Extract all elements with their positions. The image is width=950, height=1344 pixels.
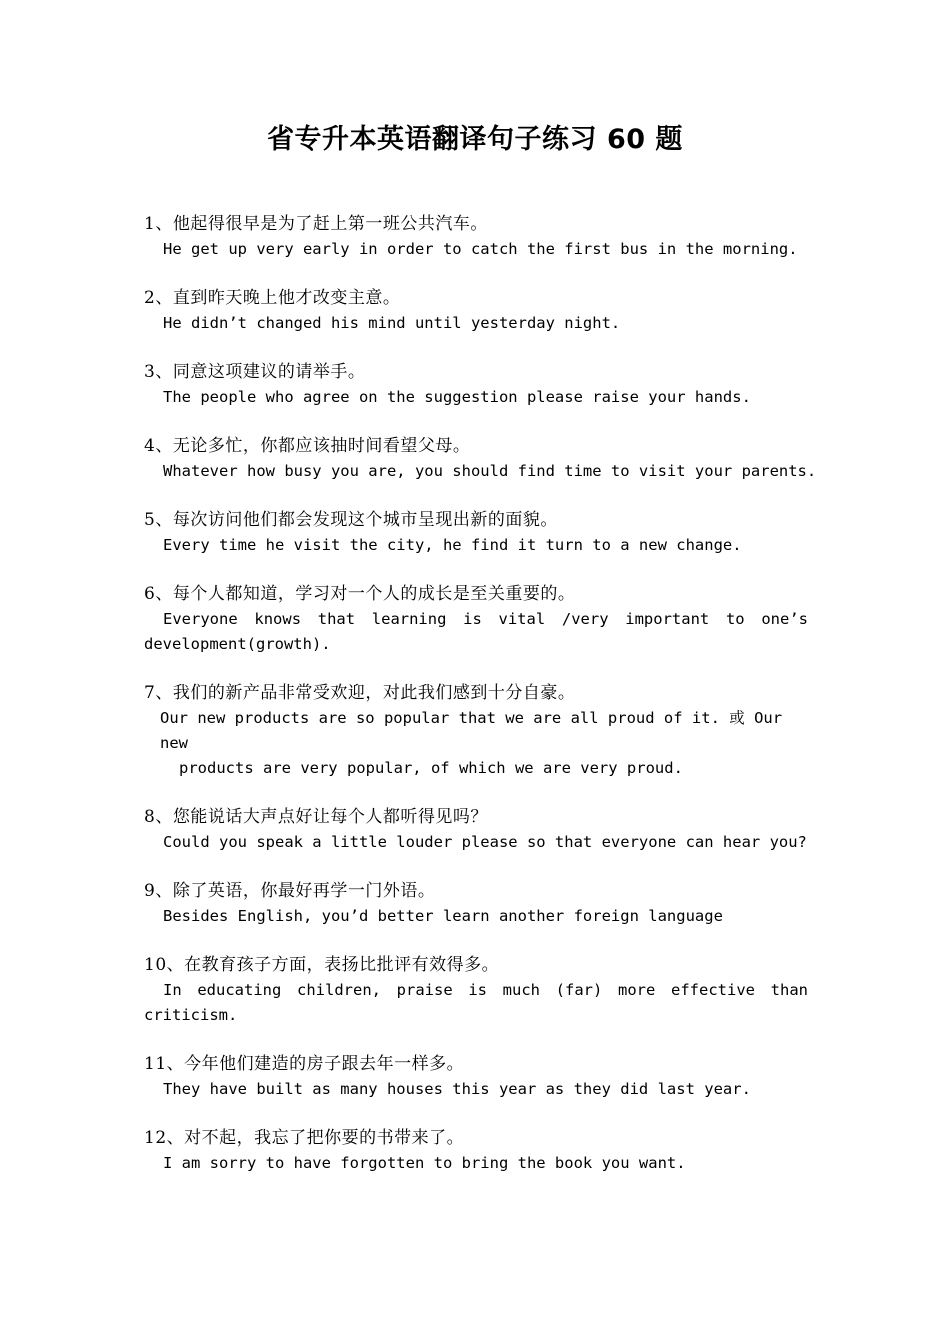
chinese-sentence: 8、您能说话大声点好让每个人都听得见吗？ xyxy=(144,807,488,827)
exercise-item-10 xyxy=(144,953,808,1028)
chinese-sentence: 7、我们的新产品非常受欢迎，对此我们感到十分自豪。 xyxy=(144,683,576,703)
english-translation: In educating children, praise is much (far) more effective than criticism. xyxy=(144,981,808,1024)
english-translation: Every time he visit the city, he find it turn to a new change. xyxy=(163,536,742,554)
exercise-item-12 xyxy=(144,1126,808,1176)
exercise-item-8 xyxy=(144,805,808,855)
exercise-list xyxy=(144,212,817,1200)
chinese-sentence: 4、无论多忙，你都应该抽时间看望父母。 xyxy=(144,436,471,456)
exercise-item-7 xyxy=(144,681,808,781)
chinese-sentence: 6、每个人都知道，学习对一个人的成长是至关重要的。 xyxy=(144,584,576,604)
exercise-item-2 xyxy=(144,286,808,336)
english-translation: He get up very early in order to catch the first bus in the morning. xyxy=(163,240,798,258)
chinese-sentence: 10、在教育孩子方面，表扬比批评有效得多。 xyxy=(144,955,500,975)
english-translation: Whatever how busy you are, you should find time to visit your parents. xyxy=(163,462,817,480)
english-translation-line-1: Our new products are so popular that we are all proud of it. 或 Our new xyxy=(160,709,783,752)
exercise-item-3 xyxy=(144,360,808,410)
chinese-sentence: 5、每次访问他们都会发现这个城市呈现出新的面貌。 xyxy=(144,510,558,530)
chinese-sentence: 3、同意这项建议的请举手。 xyxy=(144,362,366,382)
exercise-item-9 xyxy=(144,879,808,929)
english-translation: He didn’t changed his mind until yesterday night. xyxy=(163,314,621,332)
exercise-item-4 xyxy=(144,434,817,484)
english-translation: They have built as many houses this year as they did last year. xyxy=(163,1080,751,1098)
english-translation xyxy=(144,706,808,781)
english-translation-line-2: products are very popular, of which we are very proud. xyxy=(179,759,683,777)
english-translation: Could you speak a little louder please so that everyone can hear you? xyxy=(163,833,807,851)
english-translation: Besides English, you’d better learn another foreign language xyxy=(163,907,723,925)
chinese-sentence: 9、除了英语，你最好再学一门外语。 xyxy=(144,881,436,901)
chinese-sentence: 2、直到昨天晚上他才改变主意。 xyxy=(144,288,401,308)
english-translation: The people who agree on the suggestion please raise your hands. xyxy=(163,388,751,406)
exercise-item-11 xyxy=(144,1052,808,1102)
exercise-item-6 xyxy=(144,582,808,657)
page-title: 省专升本英语翻译句子练习 60 题 xyxy=(267,124,683,155)
english-translation: I am sorry to have forgotten to bring the book you want. xyxy=(163,1154,686,1172)
exercise-item-5 xyxy=(144,508,808,558)
english-translation: Everyone knows that learning is vital /very important to one’s development(growth). xyxy=(144,610,808,653)
exercise-item-1 xyxy=(144,212,808,262)
chinese-sentence: 12、对不起，我忘了把你要的书带来了。 xyxy=(144,1128,465,1148)
chinese-sentence: 1、他起得很早是为了赶上第一班公共汽车。 xyxy=(144,214,488,234)
chinese-sentence: 11、今年他们建造的房子跟去年一样多。 xyxy=(144,1054,465,1074)
